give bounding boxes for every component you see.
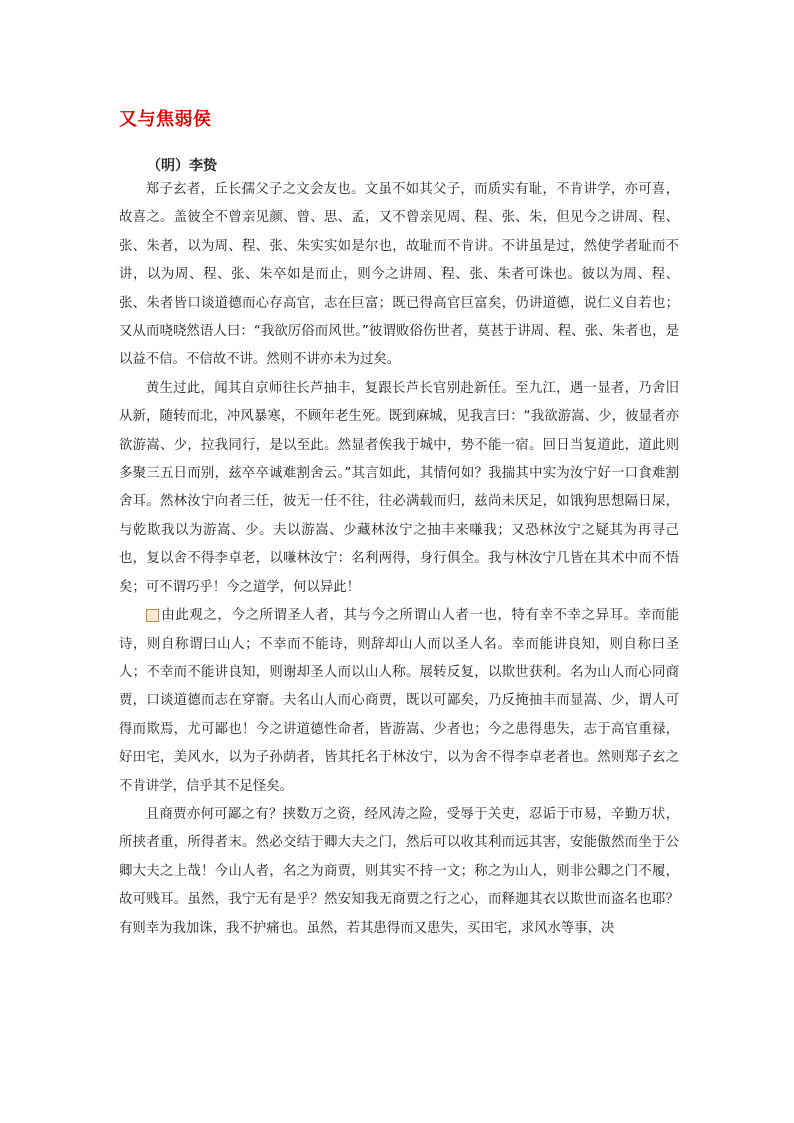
document-author: （明）李贽 <box>147 158 217 174</box>
document-body <box>119 176 679 943</box>
paragraph-3-text: 由此观之，今之所谓圣人者，其与今之所谓山人者一也，特有幸不幸之异耳。幸而能诗，则自称谓曰山人；不幸而不能诗，则辞却山人而以圣人名。幸而能讲良知，则自称曰圣人；不幸而不能讲良知，则谢却圣人而以山人称。展转反复，以欺世获利。名为山人而心同商贾，口谈道德而志在穿窬。夫名山人而心商贾，既以可鄙矣，乃反掩抽丰而显嵩、少，谓人可得而欺焉，尤可鄙也！今之讲道德性命者，皆游嵩、少者也；今之患得患失，志于高官重禄，好田宅，美风水，以为子孙荫者，皆其托名于林汝宁，以为舍不得李卓老者也。然则郑子玄之不肯讲学，信乎其不足怪矣。 <box>119 608 679 794</box>
paragraph-2: 黄生过此，闻其自京师往长芦抽丰，复跟长芦长官别赴新任。至九江，遇一显者，乃舍旧从新，随转而北，冲风暴寒，不顾年老生死。既到麻城，见我言曰：“我欲游嵩、少，彼显者亦欲游嵩、少，拉我同行，是以至此。然显者俟我于城中，势不能一宿。回日当复道此，道此则多聚三五日而别，兹卒卒诚难割舍云。”其言如此，其情何如？我揣其中实为汝宁好一口食难割舍耳。然林汝宁向者三任，彼无一任不往，往必满载而归，兹尚未厌足，如饿狗思想隔日屎，与乾欺我以为游嵩、少。夫以游嵩、少藏林汝宁之抽丰来嗛我；又恐林汝宁之疑其为再寻己也，复以舍不得李卓老，以嗛林汝宁：名利两得，身行俱全。我与林汝宁几皆在其术中而不悟矣；可不谓巧乎！今之道学，何以异此！ <box>119 380 679 595</box>
paragraph-4: 且商贾亦何可鄙之有？挟数万之资，经风涛之险，受辱于关吏，忍诟于市易，辛勤万状，所挟者重，所得者末。然必交结于卿大夫之门，然后可以收其利而远其害，安能傲然而坐于公卿大夫之上哉！今山人者，名之为商贾，则其实不持一文；称之为山人，则非公卿之门不履，故可贱耳。虽然，我宁无有是乎？然安知我无商贾之行之心，而释迦其衣以欺世而盗名也耶？有则幸为我加诛，我不护痛也。虽然，若其患得而又患失，买田宅，求风水等事，决 <box>119 806 679 936</box>
broken-image-icon <box>146 609 159 622</box>
paragraph-3 <box>119 602 679 801</box>
paragraph-1: 郑子玄者，丘长孺父子之文会友也。文虽不如其父子，而质实有耻，不肯讲学，亦可喜，故喜之。盖彼全不曾亲见颜、曾、思、孟，又不曾亲见周、程、张、朱，但见今之讲周、程、张、朱者，以为周、程、张、朱实实如是尔也，故耻而不肯讲。不讲虽是过，然使学者耻而不讲，以为周、程、张、朱卒如是而止，则今之讲周、程、张、朱者可诛也。彼以为周、程、张、朱者皆口谈道德而心存高官，志在巨富；既已得高官巨富矣，仍讲道德，说仁义自若也；又从而哓哓然语人曰：“我欲厉俗而风世。”彼谓败俗伤世者，莫甚于讲周、程、张、朱者也，是以益不信。不信故不讲。然则不讲亦未为过矣。 <box>119 182 679 368</box>
document-title: 又与焦弱侯 <box>119 109 212 130</box>
